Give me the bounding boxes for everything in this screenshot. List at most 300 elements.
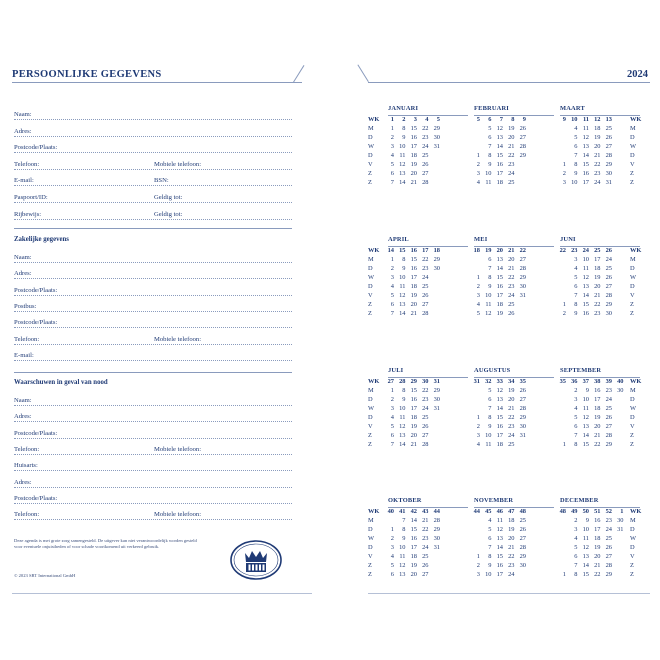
date-cell: 23 [422,396,429,403]
date-cell: 29 [433,526,440,533]
date-cell: 30 [433,535,440,542]
day-row [474,152,554,161]
date-cell: 31 [519,432,526,439]
week-label: WK [368,247,380,254]
date-cell: 2 [476,423,480,430]
week-number: 10 [571,116,578,123]
date-cell: 9 [585,517,589,524]
date-cell: 17 [496,571,503,578]
date-cell: 23 [594,170,601,177]
date-cell: 29 [433,387,440,394]
date-cell: 18 [410,152,417,159]
month-mei [474,236,554,319]
date-cell: 13 [496,396,503,403]
date-cell: 3 [476,170,480,177]
date-cell: 8 [402,256,406,263]
day-row [388,441,468,450]
date-cell: 23 [605,387,612,394]
date-cell: 6 [488,535,492,542]
form-field-line[interactable] [14,475,292,488]
date-cell: 22 [422,387,429,394]
month-juni [560,236,640,319]
week-number: 39 [605,378,612,385]
date-cell: 27 [605,423,612,430]
day-row [560,553,640,562]
form-field-line[interactable] [14,157,292,170]
date-cell: 29 [519,553,526,560]
day-letter: Z [630,571,634,578]
date-cell: 25 [422,553,429,560]
date-cell: 25 [605,265,612,272]
date-cell: 27 [422,170,429,177]
date-cell: 21 [508,405,515,412]
date-cell: 16 [582,310,589,317]
date-cell: 9 [402,535,406,542]
day-row [560,432,640,441]
date-cell: 4 [574,265,578,272]
day-letter: V [630,161,635,168]
date-cell: 2 [390,134,394,141]
date-cell: 20 [594,553,601,560]
date-cell: 24 [605,256,612,263]
date-cell: 23 [605,517,612,524]
day-letter: D [368,134,373,141]
week-number: 26 [605,247,612,254]
week-number: 9 [522,116,526,123]
month-name: NOVEMBER [474,497,554,508]
day-letters-left [368,508,379,580]
header-rule-tick [293,65,304,82]
date-cell: 28 [519,405,526,412]
day-row [560,143,640,152]
date-cell: 5 [574,414,578,421]
month-oktober [388,497,468,580]
date-cell: 22 [594,571,601,578]
date-cell: 17 [410,143,417,150]
date-cell: 2 [390,535,394,542]
date-cell: 17 [410,274,417,281]
date-cell: 14 [399,310,406,317]
field-label: Mobiele telefoon: [154,160,202,168]
date-cell: 15 [496,274,503,281]
date-cell: 3 [390,544,394,551]
day-letter: D [368,265,373,272]
day-letter: W [630,274,637,281]
date-cell: 4 [390,283,394,290]
day-row [560,283,640,292]
date-cell: 8 [574,161,578,168]
date-cell: 30 [617,517,624,524]
month-augustus [474,367,554,450]
day-row [474,544,554,553]
date-cell: 8 [574,441,578,448]
week-number: 41 [399,508,406,515]
form-field-line[interactable] [14,426,292,439]
date-cell: 29 [433,125,440,132]
date-cell: 11 [582,535,589,542]
week-number: 43 [422,508,429,515]
week-number: 18 [473,247,480,254]
date-cell: 24 [508,292,515,299]
day-letter: M [630,387,636,394]
form-field-line[interactable] [14,299,292,312]
form-field-line[interactable] [14,348,292,361]
day-row [474,414,554,423]
day-row [474,143,554,152]
date-cell: 25 [605,535,612,542]
field-label: Mobiele telefoon: [154,445,202,453]
day-row [560,571,640,580]
day-letter: V [368,161,373,168]
day-row [388,423,468,432]
date-cell: 16 [496,423,503,430]
date-cell: 6 [574,143,578,150]
date-cell: 7 [488,265,492,272]
week-number: 44 [433,508,440,515]
week-number: 52 [605,508,612,515]
date-cell: 1 [562,441,566,448]
date-cell: 28 [605,152,612,159]
date-cell: 26 [422,423,429,430]
date-cell: 30 [617,387,624,394]
day-letter: Z [368,170,372,177]
form-field-line[interactable] [14,332,292,345]
date-cell: 20 [410,432,417,439]
month-name: APRIL [388,236,468,247]
day-letter: D [630,265,635,272]
form-field-line[interactable] [14,442,292,455]
date-cell: 5 [488,387,492,394]
date-cell: 17 [594,396,601,403]
week-number: 9 [562,116,566,123]
week-number: 5 [436,116,440,123]
day-letter: D [630,134,635,141]
form-field-line[interactable] [14,315,292,328]
week-label: WK [368,116,380,123]
date-cell: 14 [496,143,503,150]
day-row [388,161,468,170]
month-name: FEBRUARI [474,105,554,116]
week-number: 38 [594,378,601,385]
date-cell: 12 [485,310,492,317]
date-cell: 28 [422,441,429,448]
date-cell: 5 [488,526,492,533]
date-cell: 26 [422,562,429,569]
date-cell: 30 [519,423,526,430]
date-cell: 4 [574,535,578,542]
day-letter: D [630,544,635,551]
week-number: 7 [499,116,503,123]
day-row [560,423,640,432]
date-cell: 7 [574,432,578,439]
date-cell: 12 [582,134,589,141]
form-field-line[interactable] [14,409,292,422]
field-label: E-mail: [14,351,34,359]
date-cell: 5 [476,310,480,317]
date-cell: 10 [582,526,589,533]
day-row [474,179,554,188]
date-cell: 12 [582,414,589,421]
date-cell: 14 [582,562,589,569]
date-cell: 5 [574,134,578,141]
date-cell: 10 [399,274,406,281]
form-field-line[interactable] [14,507,292,520]
month-name: JUNI [560,236,640,247]
field-label: Adres: [14,127,32,135]
day-row [474,387,554,396]
date-cell: 25 [508,441,515,448]
week-number: 1 [620,508,624,515]
date-cell: 2 [562,310,566,317]
week-number: 5 [476,116,480,123]
field-label: Paspoort/ID: [14,194,48,201]
date-cell: 8 [402,526,406,533]
form-field-line[interactable] [14,491,292,504]
date-cell: 22 [422,526,429,533]
day-letters-left [368,378,379,450]
date-cell: 20 [410,571,417,578]
day-row [560,396,640,405]
day-row [474,571,554,580]
date-cell: 7 [488,544,492,551]
form-field-line[interactable] [14,458,292,471]
date-cell: 28 [433,517,440,524]
date-cell: 16 [496,283,503,290]
month-maart [560,105,640,188]
field-label: Postcode/Plaats: [14,494,58,502]
date-cell: 10 [582,256,589,263]
date-cell: 19 [594,544,601,551]
day-row [560,179,640,188]
date-cell: 21 [508,143,515,150]
page-title: PERSOONLIJKE GEGEVENS [12,69,162,80]
date-cell: 17 [496,292,503,299]
date-cell: 15 [410,387,417,394]
form-field-line[interactable] [14,140,292,153]
date-cell: 30 [433,265,440,272]
date-cell: 18 [410,414,417,421]
day-letter: Z [368,301,372,308]
date-cell: 7 [488,405,492,412]
date-cell: 24 [422,274,429,281]
date-cell: 4 [488,517,492,524]
day-letter: D [368,544,373,551]
day-row [388,179,468,188]
date-cell: 15 [582,161,589,168]
date-cell: 21 [508,265,515,272]
date-cell: 8 [402,387,406,394]
date-cell: 27 [519,134,526,141]
week-number: 2 [402,116,406,123]
week-number: 48 [559,508,566,515]
form-field-line[interactable] [14,207,292,220]
day-row [388,553,468,562]
date-cell: 14 [399,441,406,448]
day-letter: M [630,256,636,263]
day-row [388,544,468,553]
date-cell: 29 [433,256,440,263]
field-label: Telefoon: [14,335,40,343]
form-field-line[interactable] [14,266,292,279]
day-row [388,134,468,143]
day-letter: M [630,125,636,132]
date-cell: 2 [390,265,394,272]
crown-emblem-icon [230,540,282,580]
date-cell: 4 [476,441,480,448]
field-label: Telefoon: [14,511,40,519]
day-row [560,125,640,134]
field-label: Adres: [14,413,32,421]
date-cell: 10 [399,143,406,150]
day-row [560,414,640,423]
form-field-line[interactable] [14,173,292,186]
date-cell: 10 [399,405,406,412]
day-letter: D [630,396,635,403]
month-september [560,367,640,450]
week-number: 37 [582,378,589,385]
day-row [388,396,468,405]
week-number: 1 [390,116,394,123]
date-cell: 25 [508,179,515,186]
date-cell: 14 [496,544,503,551]
week-number: 32 [485,378,492,385]
week-numbers-row [474,508,554,517]
form-field-line[interactable] [14,190,292,203]
day-letter: D [630,526,635,533]
date-cell: 12 [399,292,406,299]
date-cell: 24 [422,544,429,551]
date-cell: 22 [508,553,515,560]
date-cell: 24 [605,396,612,403]
day-row [560,161,640,170]
week-number: 27 [387,378,394,385]
date-cell: 15 [496,152,503,159]
day-letter: W [368,143,375,150]
form-field-line[interactable] [14,124,292,137]
date-cell: 6 [574,553,578,560]
date-cell: 2 [476,161,480,168]
date-cell: 18 [594,535,601,542]
date-cell: 1 [390,125,394,132]
day-letter: V [630,423,635,430]
form-field-line[interactable] [14,250,292,263]
date-cell: 5 [390,562,394,569]
date-cell: 4 [390,152,394,159]
date-cell: 11 [496,517,503,524]
date-cell: 26 [422,292,429,299]
date-cell: 26 [519,125,526,132]
date-cell: 10 [485,432,492,439]
form-field-line[interactable] [14,393,292,406]
date-cell: 12 [399,423,406,430]
date-cell: 6 [574,423,578,430]
day-row [474,170,554,179]
week-number: 24 [582,247,589,254]
date-cell: 28 [605,432,612,439]
date-cell: 27 [519,396,526,403]
month-name: AUGUSTUS [474,367,554,378]
date-cell: 16 [410,396,417,403]
date-cell: 22 [594,161,601,168]
date-cell: 2 [476,562,480,569]
day-row [388,535,468,544]
date-cell: 14 [496,265,503,272]
date-cell: 16 [496,562,503,569]
month-name: DECEMBER [560,497,640,508]
date-cell: 6 [488,256,492,263]
date-cell: 25 [605,405,612,412]
field-label: Telefoon: [14,445,40,453]
day-letter: M [368,125,374,132]
date-cell: 13 [496,535,503,542]
date-cell: 25 [422,152,429,159]
date-cell: 25 [605,125,612,132]
week-label: WK [630,508,642,515]
date-cell: 4 [476,301,480,308]
month-name: OKTOBER [388,497,468,508]
day-letter: V [630,553,635,560]
date-cell: 29 [605,301,612,308]
date-cell: 20 [410,170,417,177]
date-cell: 6 [390,432,394,439]
date-cell: 21 [422,517,429,524]
day-row [474,161,554,170]
day-row [388,517,468,526]
week-number: 47 [508,508,515,515]
date-cell: 25 [422,283,429,290]
week-numbers-row [560,116,640,125]
date-cell: 23 [594,310,601,317]
form-field-line[interactable] [14,107,292,120]
day-row [474,301,554,310]
day-row [388,432,468,441]
day-letter: D [368,152,373,159]
date-cell: 2 [476,283,480,290]
copyright-text: © 2023 SRT International GmbH [14,573,76,578]
day-letters-left [368,116,379,188]
date-cell: 16 [496,161,503,168]
date-cell: 13 [582,553,589,560]
date-cell: 22 [508,274,515,281]
date-cell: 23 [508,283,515,290]
week-label: WK [630,378,642,385]
date-cell: 26 [508,310,515,317]
field-label: Telefoon: [14,160,40,168]
date-cell: 3 [476,292,480,299]
date-cell: 16 [410,134,417,141]
date-cell: 20 [508,535,515,542]
date-cell: 6 [488,396,492,403]
day-row [560,526,640,535]
date-cell: 9 [488,161,492,168]
day-row [388,152,468,161]
date-cell: 12 [582,544,589,551]
date-cell: 13 [399,571,406,578]
date-cell: 9 [402,396,406,403]
date-cell: 30 [433,396,440,403]
date-cell: 22 [508,414,515,421]
date-cell: 18 [594,265,601,272]
date-cell: 18 [508,517,515,524]
date-cell: 13 [399,170,406,177]
form-field-line[interactable] [14,283,292,296]
date-cell: 5 [488,125,492,132]
day-row [474,396,554,405]
date-cell: 30 [605,170,612,177]
date-cell: 24 [508,571,515,578]
day-letter: W [630,405,637,412]
day-letter: D [630,414,635,421]
